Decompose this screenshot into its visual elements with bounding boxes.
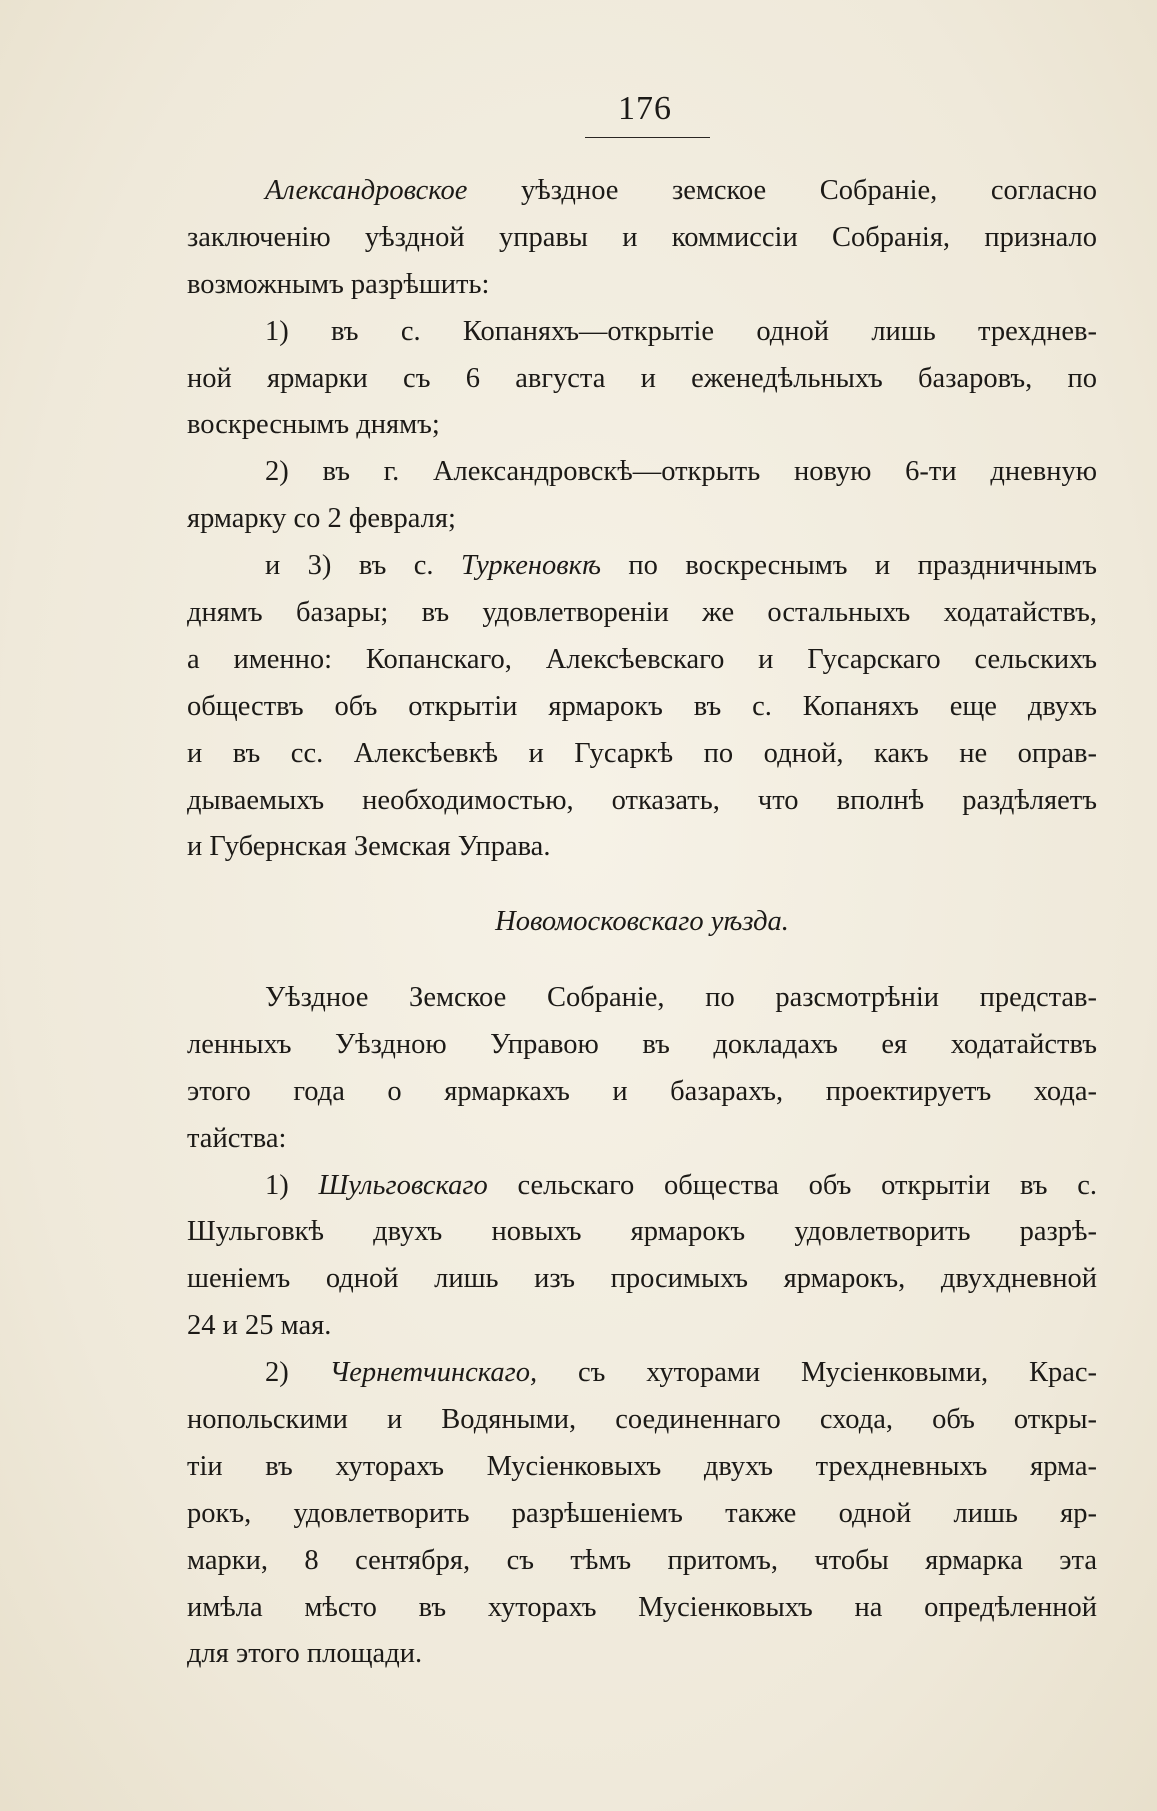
text-run: нопольскими и Водяными, соединеннаго схода, объ откры- <box>187 1404 1097 1436</box>
page-number: 176 <box>618 90 672 127</box>
text-run: марки, 8 сентября, съ тѣмъ притомъ, чтобы ярмарка эта <box>187 1544 1097 1576</box>
text-line <box>187 1116 1097 1163</box>
text-line <box>187 215 1097 262</box>
text-run: рокъ, удовлетворить разрѣшеніемъ также одной лишь яр- <box>187 1497 1097 1529</box>
text-line <box>187 975 1097 1022</box>
text-run: обществъ объ открытіи ярмарокъ въ с. Копаняхъ еще двухъ <box>187 690 1097 722</box>
text-line <box>187 402 1097 449</box>
text-line <box>187 590 1097 637</box>
text-line <box>187 637 1097 684</box>
text-run: заключенію уѣздной управы и коммиссіи Собранія, признало <box>187 221 1097 253</box>
text-line <box>187 1163 1097 1210</box>
italic-name: Шульговскаго <box>318 1169 488 1201</box>
text-line <box>187 778 1097 825</box>
italic-name: Чернетчинскаго, <box>329 1357 538 1389</box>
text-run: и 3) въ с. <box>265 550 461 582</box>
page-number-rule <box>585 137 710 138</box>
text-run: по воскреснымъ и праздничнымъ <box>601 550 1097 582</box>
text-line <box>187 824 1097 871</box>
text-line <box>187 356 1097 403</box>
text-line <box>187 684 1097 731</box>
text-run: возможнымъ разрѣшить: <box>187 268 490 300</box>
section-alexandrovsk <box>187 168 1097 871</box>
text-line <box>187 168 1097 215</box>
text-line <box>187 1444 1097 1491</box>
text-line <box>187 262 1097 309</box>
text-line <box>187 543 1097 590</box>
text-line <box>187 1209 1097 1256</box>
text-run: а именно: Копанскаго, Алексѣевскаго и Гусарскаго сельскихъ <box>187 643 1097 675</box>
text-line <box>187 1303 1097 1350</box>
text-line <box>187 309 1097 356</box>
text-line <box>187 1491 1097 1538</box>
text-run: ярмарку со 2 февраля; <box>187 503 456 535</box>
text-run: имѣла мѣсто въ хуторахъ Мусіенковыхъ на опредѣленной <box>187 1591 1097 1623</box>
text-run: Уѣздное Земское Собраніе, по разсмотрѣніи представ- <box>265 982 1097 1013</box>
text-run: сельскаго общества объ открытіи въ с. <box>487 1169 1097 1201</box>
text-line <box>187 1397 1097 1444</box>
text-run: уѣздное земское Собраніе, согласно <box>467 175 1097 206</box>
text-run: 2) въ г. Александровскѣ—открыть новую 6-ти дневную <box>265 456 1097 488</box>
italic-name: Туркеновкѣ <box>460 550 602 582</box>
text-line <box>187 1256 1097 1303</box>
text-run: 2) <box>265 1357 330 1389</box>
text-run: днямъ базары; въ удовлетвореніи же остальныхъ ходатайствъ, <box>187 597 1097 629</box>
text-line <box>187 1631 1097 1678</box>
text-run: съ хуторами Мусіенковыми, Крас- <box>537 1357 1097 1389</box>
text-run: 24 и 25 мая. <box>187 1310 332 1342</box>
text-run: и Губернская Земская Управа. <box>187 831 551 863</box>
text-line <box>187 1538 1097 1585</box>
text-run: 1) <box>265 1169 319 1201</box>
text-line <box>187 1069 1097 1116</box>
text-run: для этого площади. <box>187 1638 423 1670</box>
text-line <box>187 449 1097 496</box>
text-run: шеніемъ одной лишь изъ просимыхъ ярмарокъ, двухдневной <box>187 1263 1097 1295</box>
text-line <box>187 1585 1097 1632</box>
text-line <box>187 496 1097 543</box>
text-run: и въ сс. Алексѣевкѣ и Гусаркѣ по одной, какъ не оправ- <box>187 737 1097 769</box>
text-run: этого года о ярмаркахъ и базарахъ, проектируетъ хода- <box>187 1075 1097 1107</box>
section-heading: Новомосковскаго уѣзда. <box>495 906 789 937</box>
text-run: 1) въ с. Копаняхъ—открытіе одной лишь трехднев- <box>265 315 1097 347</box>
text-run: тіи въ хуторахъ Мусіенковыхъ двухъ трехдневныхъ ярма- <box>187 1450 1097 1482</box>
text-line <box>187 731 1097 778</box>
text-run: тайства: <box>187 1122 287 1154</box>
text-line <box>187 1350 1097 1397</box>
text-line <box>187 1022 1097 1069</box>
text-run: ленныхъ Уѣздною Управою въ докладахъ ея ходатайствъ <box>187 1028 1097 1060</box>
section-novomoskovsk <box>187 975 1097 1678</box>
text-run: воскреснымъ днямъ; <box>187 409 440 441</box>
text-run: Шульговкѣ двухъ новыхъ ярмарокъ удовлетворить разрѣ- <box>187 1216 1097 1248</box>
italic-name: Александровское <box>265 175 468 206</box>
text-run: ной ярмарки съ 6 августа и еженедѣльныхъ базаровъ, по <box>187 362 1097 394</box>
text-run: дываемыхъ необходимостью, отказать, что вполнѣ раздѣляетъ <box>187 784 1097 816</box>
